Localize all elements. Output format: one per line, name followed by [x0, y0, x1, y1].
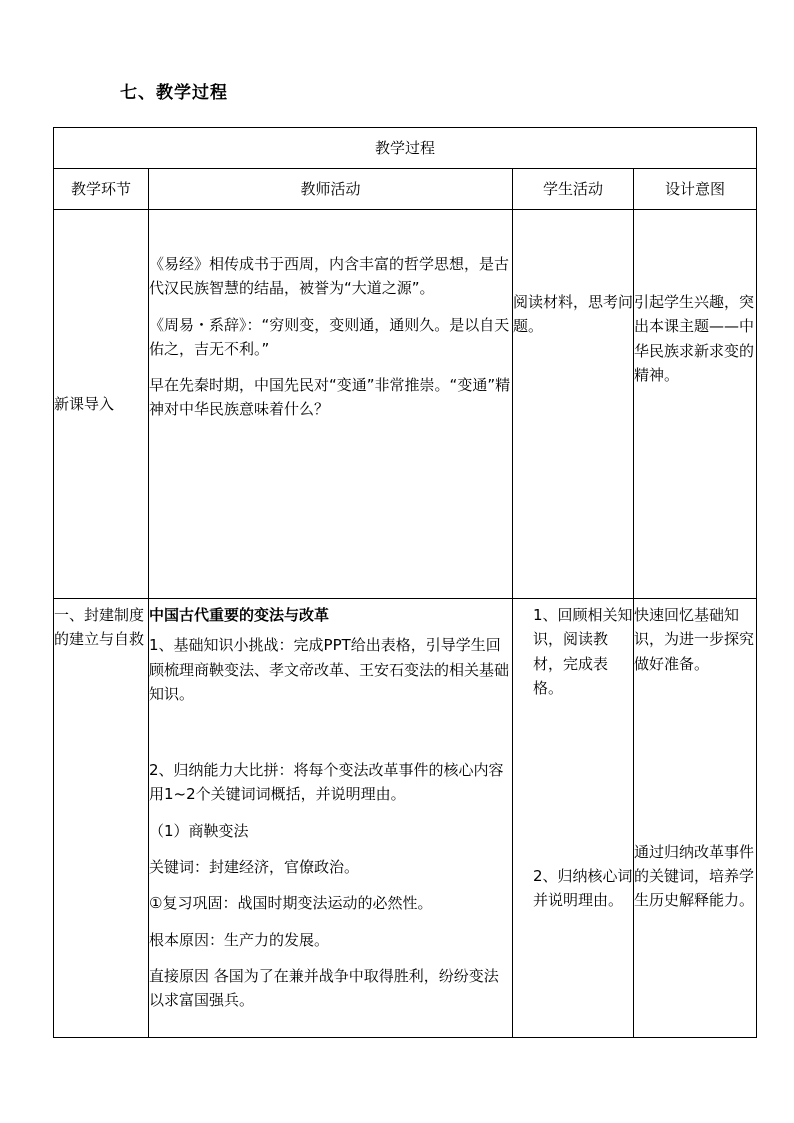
intro-student-activity: 阅读材料，思考问题。: [513, 210, 634, 599]
section1-item-1: 1、基础知识小挑战：完成PPT给出表格，引导学生回顾梳理商鞅变法、孝文帝改革、王安石变法的相关基础知识。: [149, 636, 510, 703]
header-student-activity: 学生活动: [513, 169, 634, 210]
intro-teacher-activity: [149, 210, 513, 599]
section1-direct-cause: 直接原因 各国为了在兼并战争中取得胜利，纷纷变法以求富国强兵。: [149, 966, 499, 1010]
intro-paragraph-3: 早在先秦时期，中国先民对“变通”非常推崇。“变通”精神对中华民族意味着什么？: [149, 376, 511, 419]
section1-review: ①复习巩固：战国时期变法运动的必然性。: [149, 894, 433, 913]
section1-item-2: 2、归纳能力大比拼：将每个变法改革事件的核心内容用1~2个关键词词概括，并说明理由。: [149, 761, 504, 804]
section1-heading: 中国古代重要的变法与改革: [149, 606, 330, 624]
section1-stage: 一、封建制度的建立与自救: [54, 599, 149, 1038]
header-design-intent: 设计意图: [634, 169, 757, 210]
section1-design-intent: [634, 599, 757, 1038]
section1-teacher-activity: [149, 599, 513, 1038]
teaching-process-table: [53, 127, 757, 1038]
section1-intent-1: 快速回忆基础知识，为进一步探究做好准备。: [634, 606, 755, 673]
section1-sub-heading: （1）商鞅变法: [149, 821, 249, 840]
table-caption: 教学过程: [54, 128, 757, 169]
section1-student-1: 1、回顾相关知识，阅读教材，完成表格。: [533, 606, 633, 697]
intro-design-intent: 引起学生兴趣，突出本课主题——中华民族求新求变的精神。: [634, 210, 757, 599]
section-title: 七、教学过程: [120, 83, 228, 103]
intro-paragraph-1: 《易经》相传成书于西周，内含丰富的哲学思想，是古代汉民族智慧的结晶，被誉为“大道之源”。: [149, 255, 510, 298]
header-stage: 教学环节: [54, 169, 149, 210]
intro-stage: 新课导入: [54, 210, 149, 599]
intro-paragraph-2: 《周易・系辞》：“穷则变，变则通，通则久。是以自天佑之，吉无不利。”: [149, 315, 510, 358]
section1-intent-2: 通过归纳改革事件的关键词，培养学生历史解释能力。: [634, 842, 755, 910]
section1-root-cause: 根本原因：生产力的发展。: [149, 930, 330, 949]
section1-student-2: 2、归纳核心词并说明理由。: [533, 867, 633, 910]
table-row: [54, 599, 757, 1038]
table-row: [54, 210, 757, 599]
section1-keywords: 关键词：封建经济，官僚政治。: [149, 858, 360, 877]
section1-student-activity: [513, 599, 634, 1038]
header-teacher-activity: 教师活动: [149, 169, 513, 210]
